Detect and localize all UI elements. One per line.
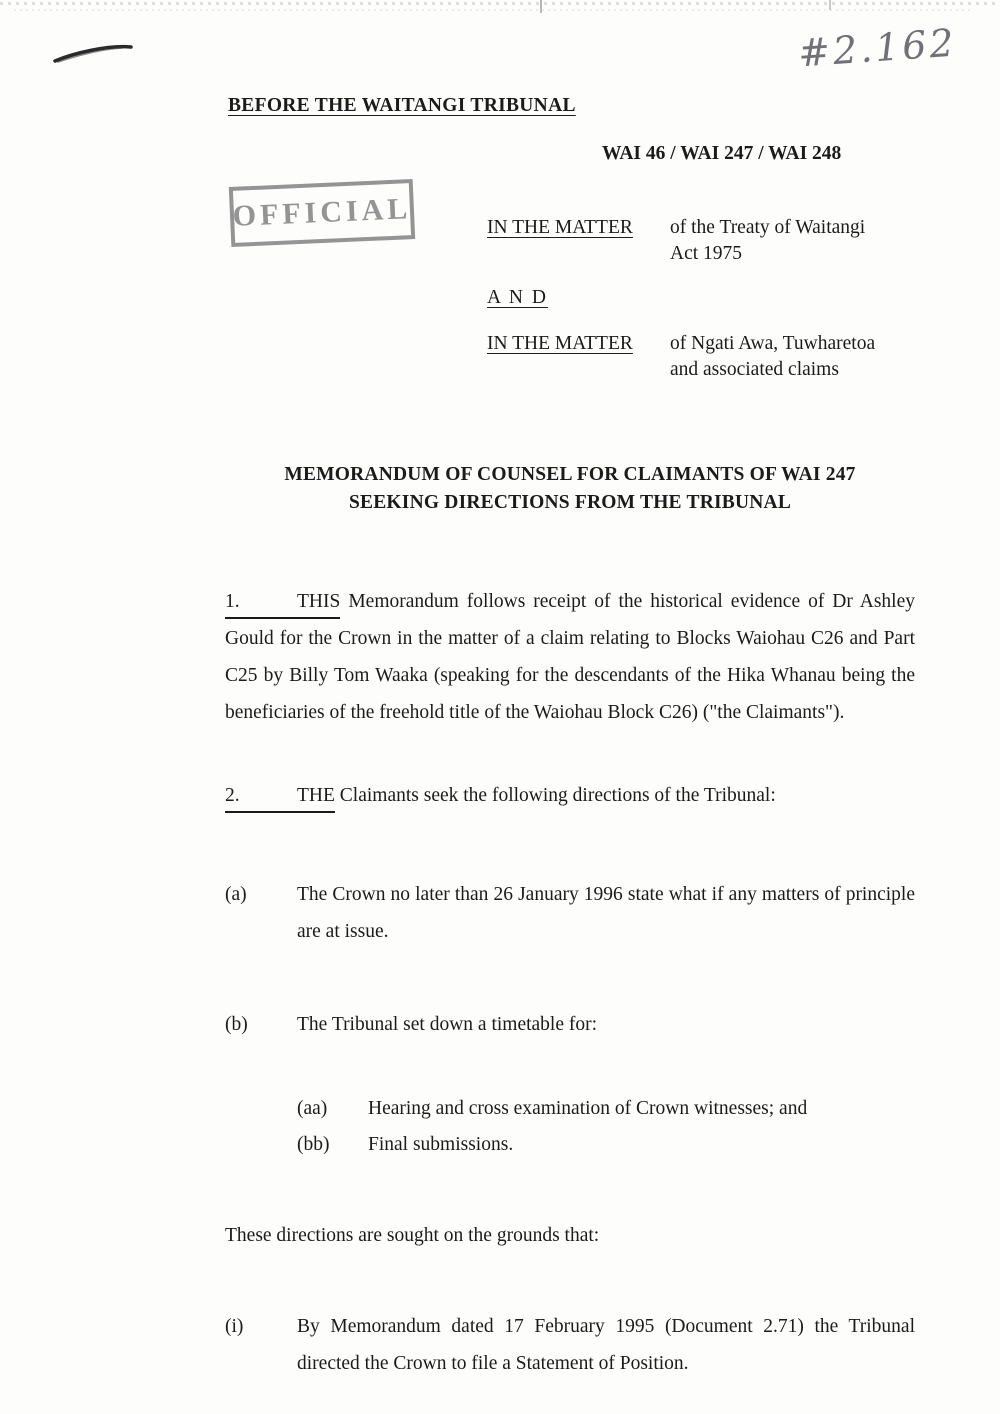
paragraph-1-text: Memorandum follows receipt of the historical evidence of Dr Ashley Gould for the Crown in the matter of a claim relating to Blocks Waiohau C26 and Part C25 by Billy Tom Waaka (speaking for the descendants of the Hika Whanau being the beneficiaries of the freehold title of the Waiohau Block C26) ("the Claimants"). [225, 591, 916, 724]
direction-b-text: The Tribunal set down a timetable for: [297, 1014, 598, 1036]
paragraph-2-text: Claimants seek the following directions of the Tribunal: [339, 785, 776, 807]
direction-a-label: (a) [225, 884, 247, 906]
paragraph-2-number: 2. [225, 785, 240, 807]
paragraph-1-number: 1. [225, 591, 240, 613]
paragraph-1 [225, 583, 915, 731]
official-stamp: OFFICIAL [229, 179, 415, 247]
timetable-sub-items [297, 1091, 915, 1163]
direction-item-b [225, 1006, 915, 1043]
and-label: A N D [487, 287, 548, 309]
paragraph-2 [225, 777, 915, 814]
matter-claims-line2: and associated claims [670, 359, 839, 381]
grounds-intro: These directions are sought on the grounds that: [225, 1225, 600, 1247]
paragraph-1-lead [225, 587, 340, 619]
direction-b-label: (b) [225, 1014, 248, 1036]
sub-item-aa-text: Hearing and cross examination of Crown witnesses; and [368, 1098, 808, 1120]
direction-item-a [225, 876, 915, 950]
paragraph-2-lead-word: THE [297, 785, 335, 807]
paragraph-1-lead-word: THIS [297, 591, 341, 613]
sub-item-bb-label: (bb) [297, 1134, 330, 1156]
court-header: BEFORE THE WAITANGI TRIBUNAL [228, 95, 576, 117]
paragraph-2-lead [225, 781, 335, 813]
in-the-matter-label: IN THE MATTER [487, 217, 633, 239]
matter-claims-line1: of Ngati Awa, Tuwharetoa [670, 333, 876, 355]
sub-item-aa [297, 1091, 915, 1127]
matter-row-claims [487, 331, 915, 383]
document-content [225, 0, 915, 1382]
sub-item-bb-text: Final submissions. [368, 1134, 514, 1156]
pen-stroke-mark [52, 40, 136, 66]
matter-treaty-line1: of the Treaty of Waitangi [670, 217, 866, 239]
matters-section [487, 215, 915, 383]
document-title [225, 461, 915, 517]
case-numbers: WAI 46 / WAI 247 / WAI 248 [602, 143, 842, 165]
matter-treaty-line2: Act 1975 [670, 243, 743, 265]
direction-a-text: The Crown no later than 26 January 1996 state what if any matters of principle are at issue. [297, 884, 915, 943]
sub-item-aa-label: (aa) [297, 1098, 328, 1120]
ground-i-label: (i) [225, 1316, 244, 1338]
document-title-line1: MEMORANDUM OF COUNSEL FOR CLAIMANTS OF WAI 247 [284, 464, 856, 486]
matter-text-treaty [670, 215, 915, 267]
ground-item-i [225, 1308, 915, 1382]
ground-i-text: By Memorandum dated 17 February 1995 (Document 2.71) the Tribunal directed the Crown to file a Statement of Position. [297, 1316, 915, 1375]
handwritten-doc-number: #2.162 [796, 20, 958, 76]
matter-row-treaty [487, 215, 915, 267]
document-title-line2: SEEKING DIRECTIONS FROM THE TRIBUNAL [348, 492, 792, 514]
in-the-matter-label: IN THE MATTER [487, 333, 633, 355]
matter-text-claims [670, 331, 915, 383]
sub-item-bb [297, 1127, 915, 1163]
